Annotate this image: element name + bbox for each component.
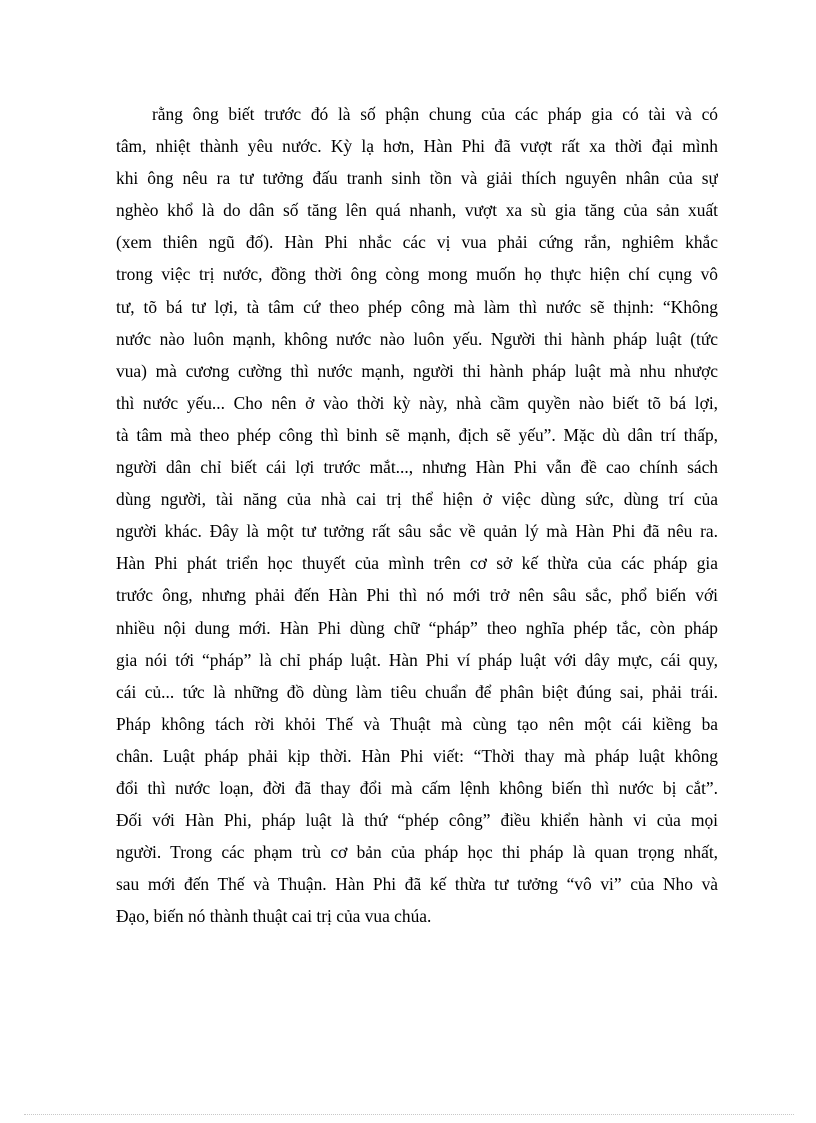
text-line: chân. Luật pháp phải kịp thời. Hàn Phi viết: “Thời thay mà pháp luật không: [116, 745, 718, 766]
text-line: nghèo khổ là do dân số tăng lên quá nhanh, vượt xa sù gia tăng của sản xuất: [116, 200, 718, 221]
text-line: Hàn Phi phát triển học thuyết của mình trên cơ sở kế thừa của các pháp gia: [116, 553, 718, 574]
text-line: tư, tõ bá tư lợi, tà tâm cứ theo phép công mà làm thì nước sẽ thịnh: “Không: [116, 296, 718, 317]
text-line: khi ông nêu ra tư tưởng đấu tranh sinh tồn và giải thích nguyên nhân của sự: [116, 168, 718, 189]
text-line: Đạo, biến nó thành thuật cai trị của vua chúa.: [116, 906, 432, 927]
text-line: đổi thì nước loạn, đời đã thay đổi mà cấm lệnh không biến thì nước bị cắt”.: [116, 777, 718, 798]
text-line: trước ông, nhưng phải đến Hàn Phi thì nó mới trở nên sâu sắc, phổ biến với: [116, 585, 718, 606]
text-line: Đối với Hàn Phi, pháp luật là thứ “phép công” điều khiển hành vi của mọi: [116, 810, 718, 831]
text-line: người khác. Đây là một tư tưởng rất sâu sắc về quản lý mà Hàn Phi đã nêu ra.: [116, 521, 718, 542]
text-line: gia nói tới “pháp” là chỉ pháp luật. Hàn Phi ví pháp luật với dây mực, cái quy,: [116, 649, 718, 670]
footer-divider: [24, 1114, 794, 1115]
text-line: thì nước yếu... Cho nên ở vào thời kỳ này, nhà cầm quyền nào biết tõ bá lợi,: [116, 392, 718, 413]
text-line: cái củ... tức là những đồ dùng làm tiêu chuẩn để phân biệt đúng sai, phải trái.: [116, 681, 718, 702]
text-line: Pháp không tách rời khỏi Thế và Thuật mà cùng tạo nên một cái kiềng ba: [116, 713, 718, 734]
body-paragraph: [116, 98, 718, 932]
text-line: người dân chỉ biết cái lợi trước mắt..., nhưng Hàn Phi vẫn đề cao chính sách: [116, 457, 718, 478]
text-line: nước nào luôn mạnh, không nước nào luôn yếu. Người thi hành pháp luật (tức: [116, 328, 718, 349]
text-line: nhiều nội dung mới. Hàn Phi dùng chữ “pháp” theo nghĩa phép tắc, còn pháp: [116, 617, 718, 638]
text-line: sau mới đến Thế và Thuận. Hàn Phi đã kế thừa tư tưởng “vô vi” của Nho và: [116, 874, 718, 895]
text-line: trong việc trị nước, đồng thời ông còng mong muốn họ thực hiện chí cụng vô: [116, 264, 718, 285]
text-line: tà tâm mà theo phép công thì binh sẽ mạnh, địch sẽ yếu”. Mặc dù dân trí thấp,: [116, 424, 718, 445]
text-line: rằng ông biết trước đó là số phận chung của các pháp gia có tài và có: [152, 104, 718, 124]
text-line: vua) mà cương cường thì nước mạnh, người thi hành pháp luật mà nhu nhược: [116, 360, 718, 381]
text-line: người. Trong các phạm trù cơ bản của pháp học thi pháp là quan trọng nhất,: [116, 842, 718, 863]
text-line: (xem thiên ngũ đố). Hàn Phi nhắc các vị vua phải cứng rắn, nghiêm khắc: [116, 232, 718, 253]
text-line: tâm, nhiệt thành yêu nước. Kỳ lạ hơn, Hàn Phi đã vượt rất xa thời đại mình: [116, 136, 718, 157]
text-line: dùng người, tài năng của nhà cai trị thể hiện ở việc dùng sức, dùng trí của: [116, 489, 718, 510]
